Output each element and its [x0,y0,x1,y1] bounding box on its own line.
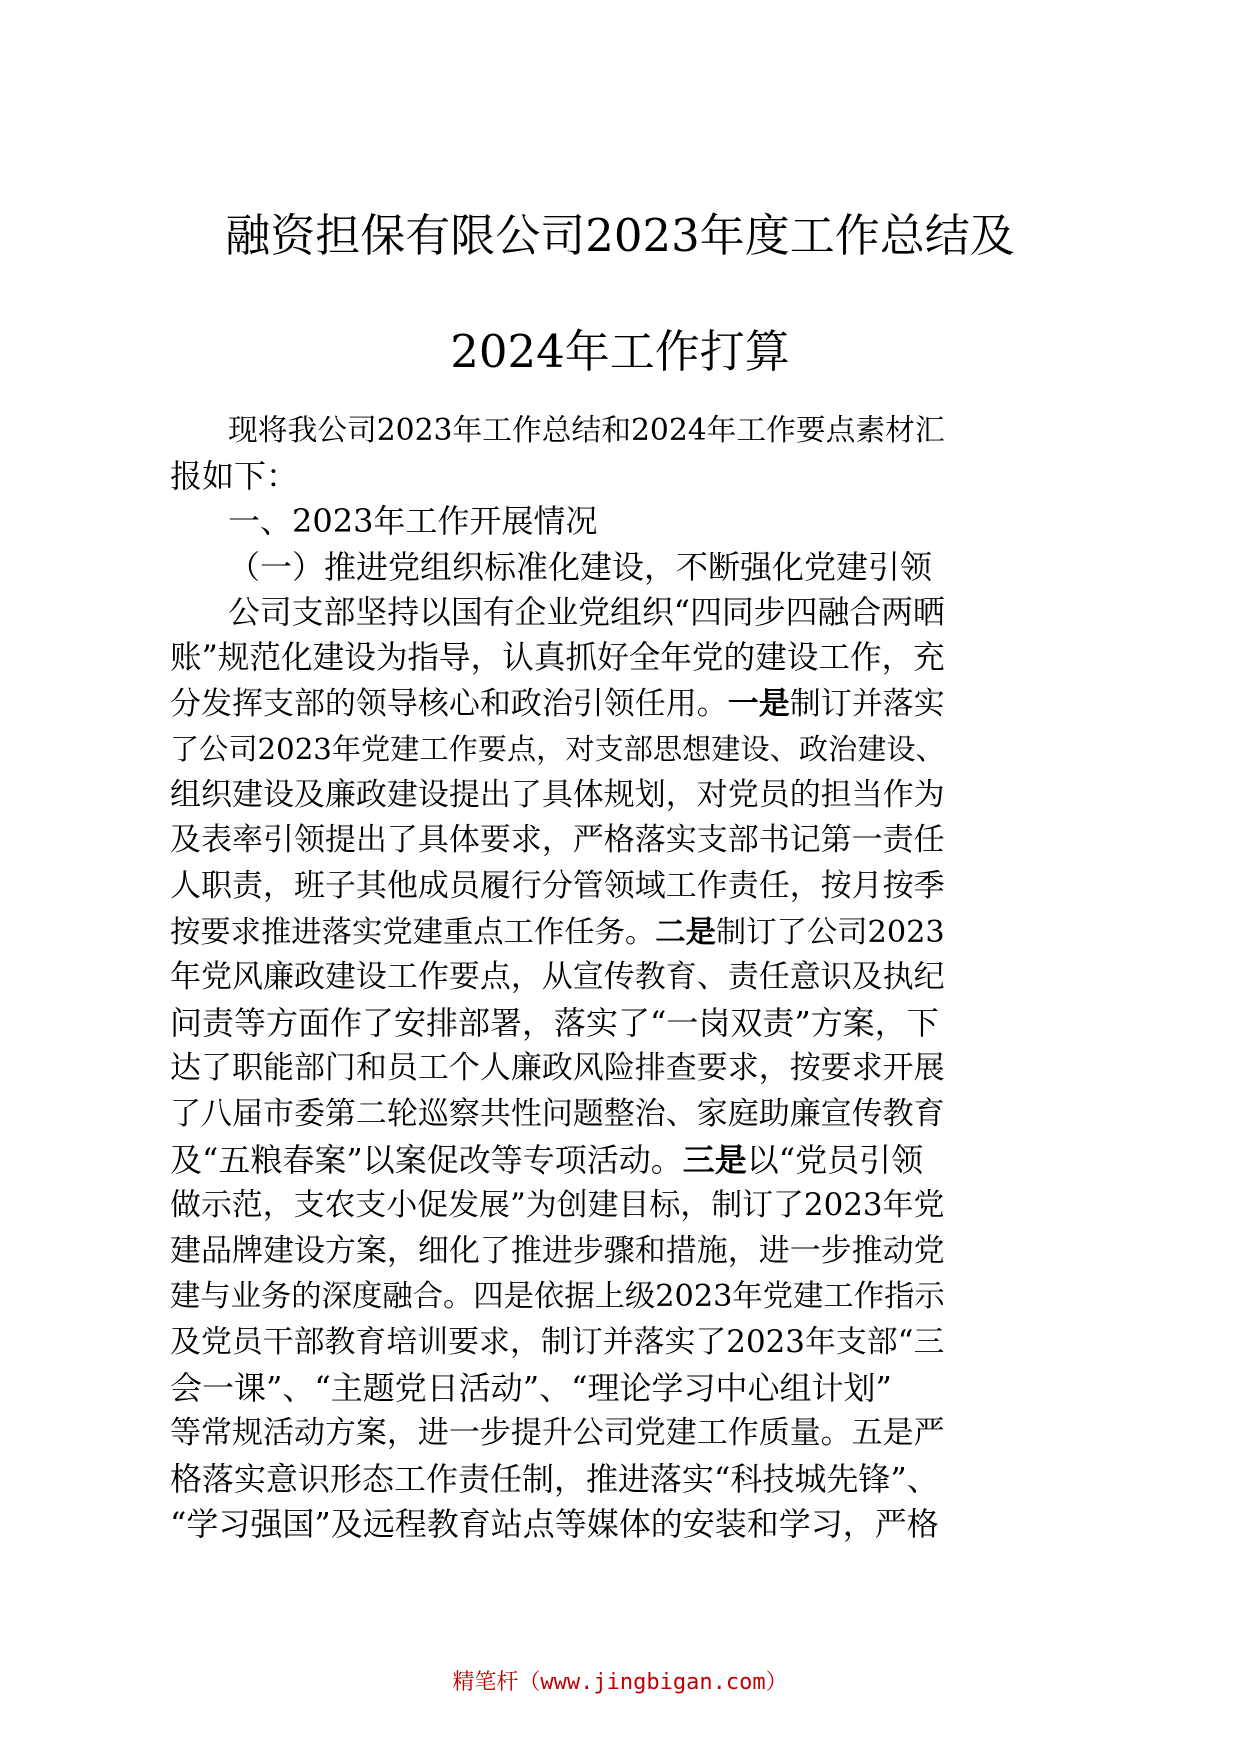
body-line [228,590,945,635]
body-text-segment: 及表率引领提出了具体要求，严格落实支部书记第一责任 [170,822,945,859]
body-text-segment: 等常规活动方案，进一步提升公司党建工作质量。五是严 [170,1415,945,1452]
body-text-segment: 账”规范化建设为指导，认真抓好全年党的建设工作，充 [170,640,945,676]
body-text-segment: 制订了公司2023 [715,914,945,950]
body-line [170,910,945,955]
body-text-segment: 了八届市委第二轮巡察共性问题整治、家庭助廉宣传教育 [170,1096,945,1132]
body-text-segment: （一）推进党组织标准化建设，不断强化党建引领 [228,547,933,586]
body-line [170,1320,944,1365]
body-text-segment: 及党员干部教育培训要求，制订并落实了2023年支部“三 [170,1324,945,1360]
body-line [170,454,298,499]
body-text-segment: 及“五粮春案”以案促改等专项活动。 [170,1140,683,1179]
body-line [170,1411,945,1456]
body-line [170,1229,945,1274]
body-text-segment: 了公司2023年党建工作要点，对支部思想建设、政治建设、 [170,732,945,767]
body-line [170,1183,944,1228]
body-text-segment: 格落实意识形态工作责任制，推进落实“科技城先锋”、 [170,1459,939,1498]
body-line [170,1457,939,1502]
body-text-segment: 现将我公司2023年工作总结和2024年工作要点素材汇 [228,413,945,448]
body-emphasis-text: 一是 [727,685,790,722]
footer-watermark-link[interactable]: 精笔杆（www.jingbigan.com） [452,1670,788,1695]
body-line [228,545,932,590]
body-line [170,682,945,727]
body-line [228,408,945,453]
body-line [170,1092,945,1137]
body-line [170,1001,939,1046]
body-text-segment: 一、2023年工作开展情况 [228,502,598,541]
body-line [170,818,945,863]
body-line [170,773,945,818]
body-text-segment: 制订并落实 [789,685,945,722]
body-line [170,1138,923,1183]
body-line [170,1274,945,1319]
body-emphasis-text: 二是 [655,914,716,950]
body-line [170,864,945,909]
body-text-segment: “学习强国”及远程教育站点等媒体的安装和学习，严格 [170,1505,939,1544]
body-line [170,1366,892,1411]
body-line [170,955,945,1000]
body-line [170,727,945,772]
document-title-line-1: 融资担保有限公司2023年度工作总结及 [225,209,1015,262]
body-text-segment: 会一课”、“主题党日活动”、“理论学习中心组计划” [170,1368,892,1407]
body-text-segment: 分发挥支部的领导核心和政治引领任用。 [170,685,728,722]
body-text-segment: 年党风廉政建设工作要点，从宣传教育、责任意识及执纪 [170,959,945,996]
document-title-line-2: 2024年工作打算 [450,325,790,378]
body-line [228,499,597,544]
body-line [170,1502,939,1547]
body-text-segment: 问责等方面作了安排部署，落实了“一岗双责”方案，下 [170,1003,939,1042]
body-line [170,1046,945,1091]
body-text-segment: 达了职能部门和员工个人廉政风险排查要求，按要求开展 [170,1050,945,1087]
body-text-segment: 建品牌建设方案，细化了推进步骤和措施，进一步推动党 [170,1232,945,1269]
body-text-segment: 公司支部坚持以国有企业党组织“四同步四融合两晒 [228,593,945,632]
body-text-segment: 人职责，班子其他成员履行分管领域工作责任，按月按季 [170,868,945,904]
body-text-segment: 以“党员引领 [746,1140,924,1179]
body-line [170,636,945,681]
body-emphasis-text: 三是 [682,1140,747,1179]
body-text-segment: 组织建设及廉政建设提出了具体规划，对党员的担当作为 [170,776,945,813]
body-text-segment: 按要求推进落实党建重点工作任务。 [170,914,656,950]
body-text-segment: 建与业务的深度融合。四是依据上级2023年党建工作指示 [170,1279,945,1315]
body-text-segment: 报如下： [170,456,299,495]
body-text-segment: 做示范，支农支小促发展”为创建目标，制订了2023年党 [170,1187,945,1224]
